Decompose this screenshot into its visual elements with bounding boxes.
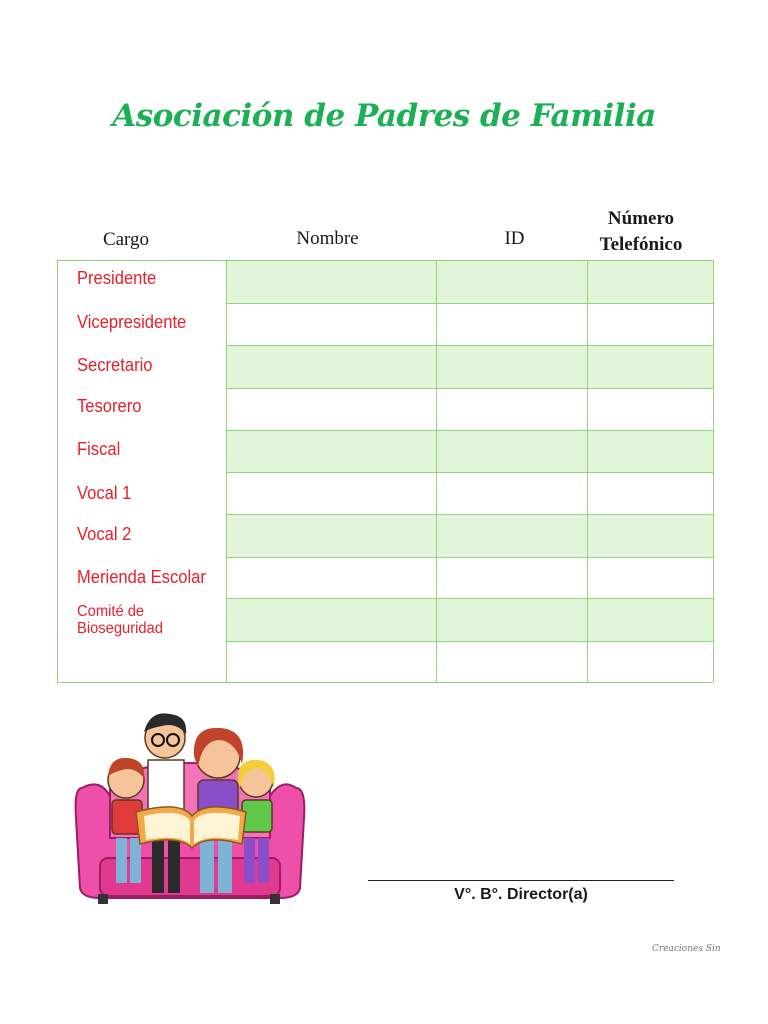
column-header-id: ID [504,228,525,249]
nombre-field-fiscal[interactable] [228,431,435,472]
nombre-field-vocal-2[interactable] [228,515,435,556]
column-header-telefono-line2: Telefónico [599,234,683,255]
table-bottom-border [57,682,713,683]
column-divider [226,260,227,682]
role-label-vocal-1: Vocal 1 [77,483,132,503]
role-label-vicepresidente: Vicepresidente [77,312,187,332]
table-right-border [713,260,714,682]
signature-label: V°. B°. Director(a) [454,886,588,903]
table-left-border [57,260,58,682]
nombre-field-presidente[interactable] [228,261,435,302]
role-label-fiscal: Fiscal [77,439,121,459]
nombre-field-vocal-1[interactable] [228,473,435,514]
nombre-field-tesorero[interactable] [228,389,435,430]
page-title: Asociación de Padres de Familia [112,98,656,134]
column-header-cargo: Cargo [102,229,150,250]
role-label-merienda-escolar: Merienda Escolar [77,567,206,587]
column-header-nombre: Nombre [296,228,359,249]
role-label-presidente: Presidente [77,268,157,288]
column-header-telefono [586,206,696,258]
role-label-secretario: Secretario [77,355,153,375]
signature-line [368,880,674,881]
family-reading-illustration [70,708,310,908]
nombre-field-extra[interactable] [228,642,435,682]
nombre-field-secretario[interactable] [228,346,435,387]
nombre-field-bioseguridad[interactable] [228,599,435,640]
column-divider [587,260,588,682]
column-header-telefono-line1: Número [607,208,675,229]
watermark: Creaciones Sin [652,944,721,954]
role-label-tesorero: Tesorero [77,396,142,416]
nombre-field-vicepresidente[interactable] [228,304,435,345]
nombre-field-merienda[interactable] [228,558,435,598]
role-label-comite-bioseguridad: Comité de Bioseguridad [77,603,163,637]
role-label-vocal-2: Vocal 2 [77,524,132,544]
column-divider [436,260,437,682]
